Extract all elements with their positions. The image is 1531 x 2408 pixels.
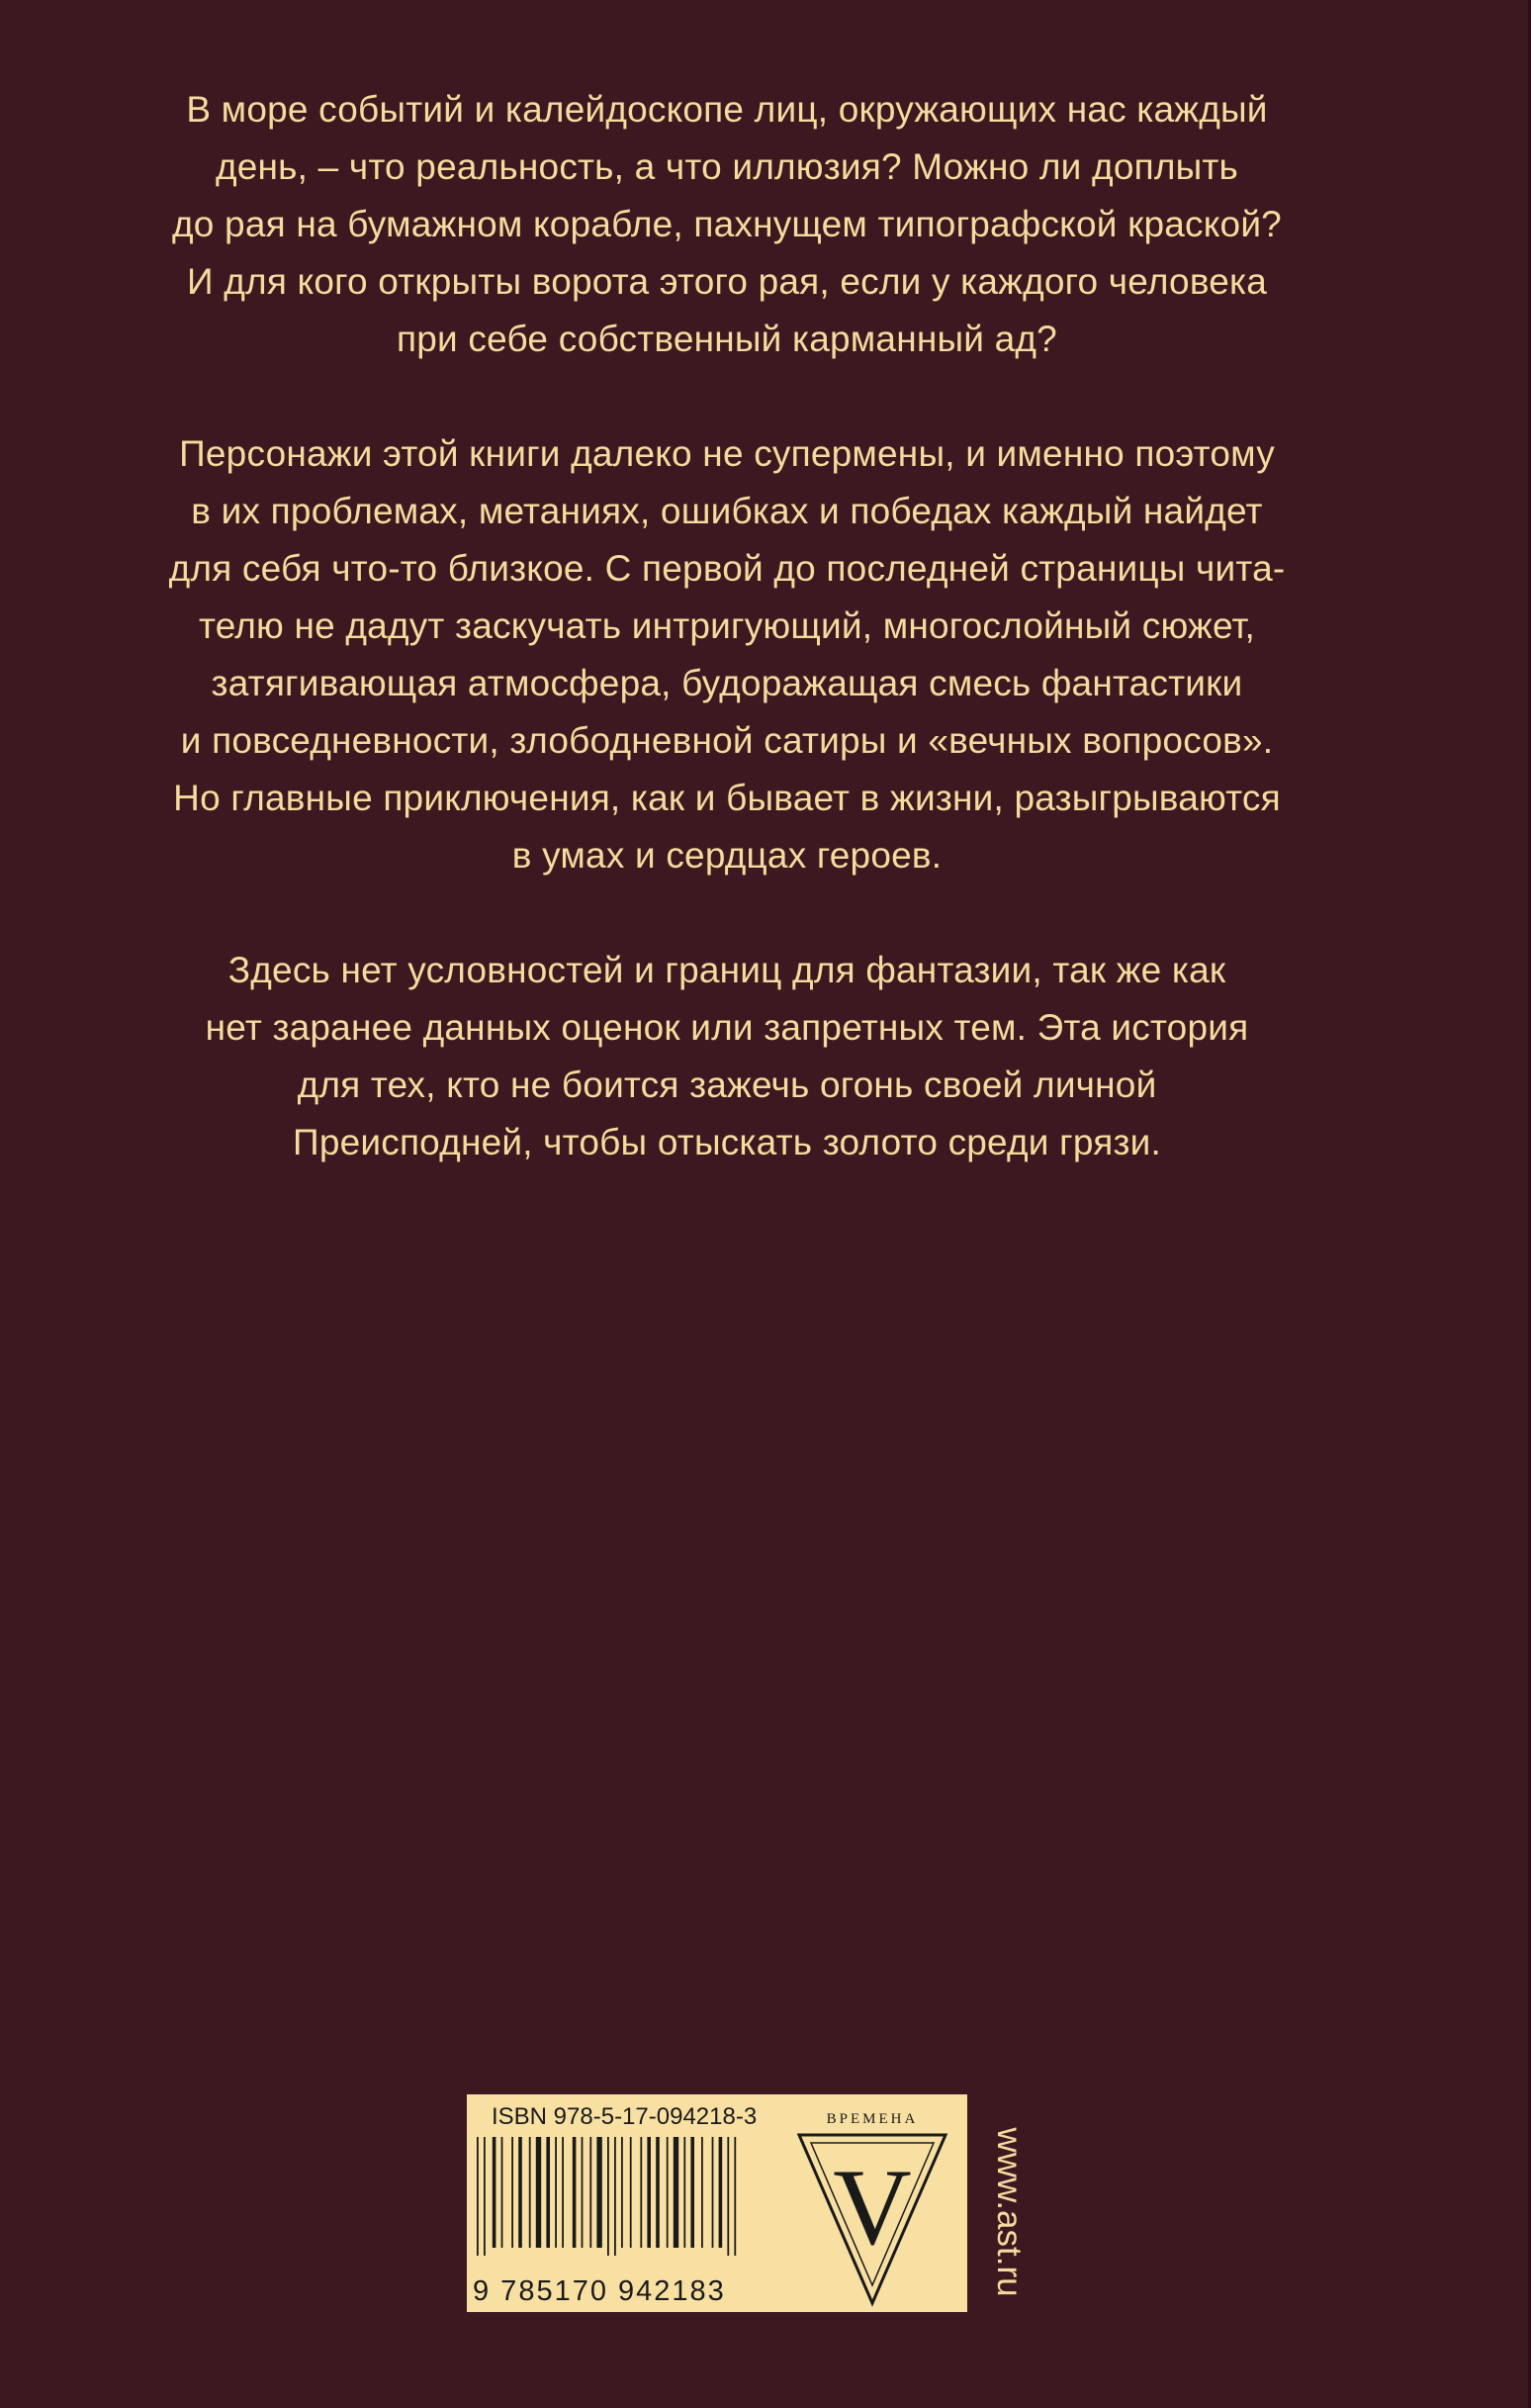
- barcode-bar: [690, 2137, 694, 2248]
- blurb-line: день, – что реальность, а что иллюзия? Можно ли доплыть: [215, 146, 1239, 187]
- blurb-paragraph-3: [119, 942, 1335, 1171]
- blurb-line: затягивающая атмосфера, будоражащая смесь фантастики: [211, 663, 1243, 703]
- barcode-bar: [727, 2137, 729, 2256]
- blurb-paragraph-1: [119, 81, 1335, 368]
- barcode-bar: [477, 2137, 479, 2256]
- blurb-line: И для кого открыты ворота этого рая, если у каждого человека: [186, 261, 1268, 302]
- barcode-bar: [712, 2137, 714, 2248]
- barcode-bar: [555, 2137, 557, 2248]
- blurb-line: и повседневности, злободневной сатиры и «вечных вопросов».: [180, 720, 1274, 761]
- blurb-line: В море событий и калейдоскопе лиц, окружающих нас каждый: [186, 89, 1268, 130]
- barcode-bar: [529, 2137, 531, 2248]
- barcode-bar: [683, 2137, 685, 2248]
- barcode-bar: [582, 2137, 584, 2248]
- blurb-line: Персонажи этой книги далеко не супермены, и именно поэтому: [179, 433, 1275, 474]
- blurb-line: при себе собственный карманный ад?: [397, 319, 1057, 359]
- barcode-bar: [484, 2137, 486, 2256]
- barcode-bar: [621, 2137, 623, 2248]
- barcode-bar: [562, 2137, 564, 2248]
- blurb-line: до рая на бумажном корабле, пахнущем типографской краской?: [172, 204, 1282, 244]
- barcode-bar: [674, 2137, 678, 2248]
- barcode-bar: [546, 2137, 550, 2248]
- back-cover-blurb: [119, 81, 1335, 1229]
- barcode-bar: [501, 2137, 503, 2248]
- barcode-digits: 9 785170 942183: [473, 2275, 726, 2307]
- blurb-line: телю не дадут заскучать интригующий, многослойный сюжет,: [198, 605, 1256, 646]
- blurb-line: Но главные приключения, как и бывает в жизни, разыгрываются: [173, 778, 1281, 818]
- barcode-bar: [536, 2137, 541, 2248]
- barcode-bar: [701, 2137, 703, 2248]
- barcode-bar: [493, 2137, 496, 2248]
- barcode-bar: [614, 2137, 616, 2256]
- blurb-line: в их проблемах, метаниях, ошибках и победах каждый найдет: [191, 491, 1263, 531]
- barcode-bar: [511, 2137, 513, 2248]
- barcode: [473, 2137, 775, 2256]
- barcode-bar: [719, 2137, 723, 2248]
- barcode-bar: [630, 2137, 632, 2248]
- barcode-bar: [667, 2137, 669, 2248]
- blurb-line: Преисподней, чтобы отыскать золото среди грязи.: [293, 1122, 1161, 1162]
- imprint-name: ВРЕМЕНА: [826, 2111, 919, 2127]
- blurb-line: в умах и сердцах героев.: [511, 835, 943, 876]
- blurb-line: нет заранее данных оценок или запретных тем. Эта история: [205, 1007, 1249, 1048]
- website-url-text: www.ast.ru: [990, 2127, 1029, 2297]
- website-url[interactable]: [989, 2113, 1029, 2311]
- barcode-bar: [647, 2137, 651, 2248]
- blurb-line: Здесь нет условностей и границ для фантазии, так же как: [227, 950, 1226, 990]
- barcode-bar: [656, 2137, 660, 2248]
- blurb-line: для тех, кто не боится зажечь огонь своей личной: [297, 1065, 1157, 1105]
- barcode-bar: [596, 2137, 601, 2248]
- barcode-bar: [640, 2137, 642, 2248]
- isbn-label: ISBN 978-5-17-094218-3: [492, 2103, 758, 2130]
- barcode-bar: [607, 2137, 609, 2256]
- barcode-bar: [589, 2137, 591, 2248]
- logo-letter: V: [833, 2147, 912, 2268]
- publisher-logo: [793, 2105, 951, 2308]
- barcode-bar: [734, 2137, 736, 2256]
- barcode-bar: [518, 2137, 522, 2248]
- blurb-paragraph-2: [119, 425, 1335, 884]
- barcode-bar: [573, 2137, 577, 2248]
- blurb-line: для себя что-то близкое. С первой до последней страницы чита-: [168, 548, 1286, 589]
